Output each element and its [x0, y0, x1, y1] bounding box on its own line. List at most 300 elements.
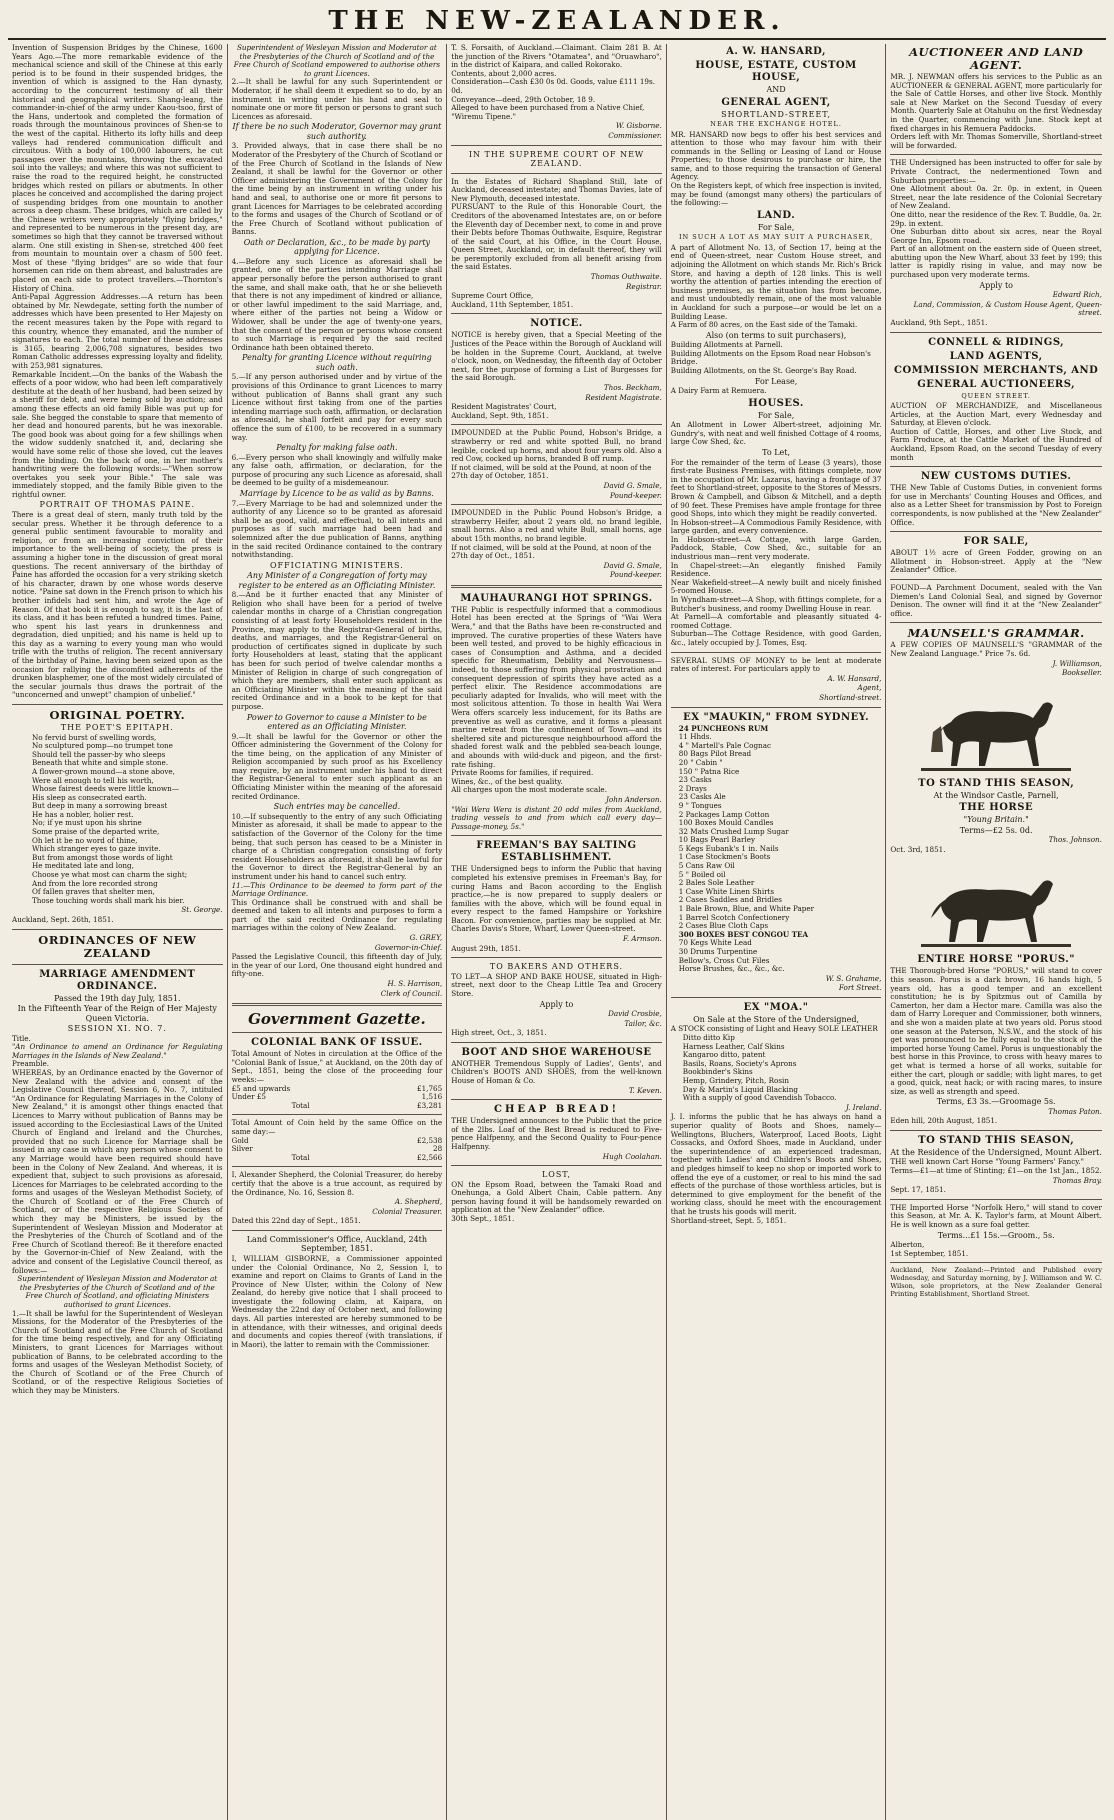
pound-notice-2: IMPOUNDED in the Public Pound Hobson's Bridge, a strawberry Heifer, about 2 years old, no brand legible, small horns. Also a red and white Bull, small horns, age about 15th months, no brand legible.: [451, 508, 662, 543]
houses-wakefield: Near Wakefield-street—A newly built and nicely finished 5-roomed House.: [670, 577, 882, 596]
stand2-signature: Thomas Bray.: [1052, 1175, 1102, 1185]
stand1-name: "Young Britain.": [963, 815, 1029, 825]
divider: [451, 957, 662, 958]
divider: [451, 145, 662, 146]
notice-signature: Thos. Beckham,: [603, 383, 662, 392]
divider: [890, 154, 1102, 155]
poem-title: THE POET'S EPITAPH.: [60, 723, 174, 733]
bread-heading: CHEAP BREAD!: [493, 1104, 619, 1116]
poem-line: No sculptured pomp—no trumpet tone: [32, 741, 173, 751]
hansard-location: NEAR THE EXCHANGE HOTEL.: [710, 120, 842, 128]
cargo-item: 32 Mats Crushed Lump Sugar: [678, 826, 789, 836]
divider: [890, 622, 1102, 623]
notice-office: Resident Magistrates' Court,: [451, 402, 557, 412]
clause-6: 6.—Every person who shall knowingly and wilfully make any false oath, affirmation, or declaration, for the purpose of procuring any such Licence as aforesaid, shall be deemed to be guilty of a misdemeanour.: [231, 452, 443, 488]
divider: [232, 1114, 443, 1115]
clause-11-body: This Ordinance shall be construed with and shall be deemed and taken to all intents and purposes to form a part of the said recited Ordinance for regulating marriages within the colony of New Zealand.: [231, 897, 443, 933]
poem-line: Of fallen graves that shelter men,: [32, 887, 155, 897]
coin-total: Total £2,566: [291, 1152, 443, 1162]
poem-line: His sleep as consecrated earth.: [32, 792, 147, 802]
governor-signature: G. GREY,: [409, 933, 443, 943]
lease-heading: For Lease,: [754, 376, 798, 386]
grammar-heading: MAUNSELL'S GRAMMAR.: [907, 626, 1085, 641]
cargo-item: 80 Bags Pilot Bread: [678, 749, 752, 759]
officiating-subheading: Any Minister of a Congregation of forty may register to be entered as an Officiating Minister.: [238, 571, 436, 590]
cargo-item: 5 " Boiled oil: [678, 869, 726, 879]
money-role: Agent,: [857, 683, 882, 693]
connell-subheading: GENERAL AUCTIONEERS,: [917, 378, 1076, 390]
cargo-item: 300 BOXES BEST CONGOU TEA: [678, 929, 809, 939]
customs-body: THE New Table of Customs Duties, in convenient forms for use in Merchants' Counting Houses and Offices, and also as a Letter Sheet for transmission by Post to Foreign correspondents, is now published at the "New Zealander" Office.: [890, 483, 1102, 527]
moa-list: [671, 1034, 882, 1103]
cargo-item: Bellow's, Cross Cut Files: [678, 955, 770, 965]
column-2: [228, 44, 448, 1820]
freeman-date: August 29th, 1851.: [451, 943, 521, 953]
maukin-signature: W. S. Grahame,: [825, 973, 882, 983]
hansard-registers: On the Registers kept, of which free inspection is invited, may be found (amongst many others) the particulars of the following:—: [670, 181, 882, 208]
estate-date: Auckland, 11th September, 1851.: [451, 299, 574, 309]
pound-signature-2: David G. Smale,: [603, 560, 662, 570]
houses-hobson: In Hobson-street—A Commodious Family Residence, with large garden, and every convenience.: [670, 517, 882, 536]
stand2-date: Sept. 17, 1851.: [890, 1185, 946, 1195]
notice-heading: NOTICE.: [530, 318, 583, 330]
cargo-item: 5 Cans Raw Oil: [678, 861, 735, 871]
stand3-place: Alberton,: [890, 1240, 925, 1250]
clerk-signature: H. S. Harrison,: [387, 979, 443, 989]
maukin-heading: EX "MAUKIN," FROM SYDNEY.: [683, 711, 870, 723]
stand2-body: THE well known Cart Horse "Young Farmers' Fancy.": [890, 1157, 1084, 1167]
moa-item: Ditto ditto Kip: [682, 1033, 735, 1043]
column-1: [8, 44, 228, 1820]
colonial-bank-heading: COLONIAL BANK OF ISSUE.: [251, 1037, 423, 1049]
hansard-subheading: HOUSE, ESTATE, CUSTOM HOUSE,: [695, 60, 857, 83]
poetry-heading: ORIGINAL POETRY.: [49, 708, 186, 723]
poem-line: A flower-grown mound—a stone above,: [32, 766, 175, 776]
superintendent-heading: Superintendent of Wesleyan Mission and Moderator at the Presbyteries of the Church of Scotland and of the Free Church of Scotland, and officiating Ministers authorised to grant Licences.: [17, 1274, 218, 1309]
paine-heading: PORTRAIT OF THOMAS PAINE.: [39, 500, 196, 510]
estate-role: Registrar.: [625, 281, 662, 291]
divider: [890, 466, 1102, 467]
clause-4: 4.—Before any such Licence as aforesaid shall be granted, one of the parties intending Marriage shall appear personally before the person authorised to grant the same, and shall make oath, that he or she believeth that there is not any impediment of kindred or alliance, or other lawful impediment to the said Marriage, and, where either of the parties not being a Widow or Widower, shall be under the age of twenty-one years, that the consent of the person or persons whose consent to such Marriage is required by the said recited Ordinance hath been obtained thereto.: [231, 256, 443, 352]
houses-parnell: At Parnell—A comfortable and pleasantly situated 4-roomed Cottage.: [670, 612, 882, 630]
notice-body: NOTICE is hereby given, that a Special Meeting of the Justices of the Peace within the Borough of Auckland will be holden in the Supreme Court, Auckland, at twelve o'clock, noon, on Wednesday, the fifteenth day of October next, for the purpose of forming a List of Burgesses for the said Borough.: [451, 330, 662, 383]
undersigned-date: Auckland, 9th Sept., 1851.: [890, 317, 988, 327]
porus-signature: Thomas Paton.: [1048, 1106, 1102, 1116]
poem-line: And from the lore recorded strong: [32, 878, 158, 888]
money-signature: A. W. Hansard,: [827, 673, 882, 683]
bridges-article: Invention of Suspension Bridges by the Chinese, 1600 Years Ago.—The more remarkable evidence of the mechanical science and skill of the Chinese at this early period is to be found in their suspended bridges, the invention of which is assigned to the Han dynasty, according to the concurrent testimony of all their historical and geographical writers. Shang-leang, the commander-in-chief of the army under Kaou-tsoo, first of the Hans, undertook and completed the formation of roads through the mountainous provinces of Shen-se to the west of the capital. Hitherto its lofty hills and deep valleys had rendered communication difficult and circuitous. With a body of 100,000 labourers, he cut passages over the mountains, throwing the excavated soil into the valleys; and where this was not sufficient to raise the road to the required height, he constructed bridges which rested on pillars or abutments. In other places he conceived and accomplished the daring project of suspending bridges from one mountain to another across a deep chasm. These bridges, which are called by the Chinese writers very appropriately "flying bridges," and represented to be numerous in the present day, are sometimes so high that they cannot be traversed without alarm. One still existing in Shen-se, stretched 400 feet from mountain to mountain over a chasm of 500 feet. Most of these "flying bridges" are so wide that four horsemen can ride on them abreast, and balustrades are placed on each side to protect travellers.—Thornton's History of China.: [12, 44, 223, 293]
poem-line: No; if ye must upon his shrine: [32, 818, 142, 828]
claim-signature: W. Gisborne.: [615, 121, 662, 131]
valid-heading: Marriage by Licence to be as valid as by Banns.: [239, 489, 434, 499]
divider: [12, 929, 223, 930]
stand2-place: At the Residence of the Undersigned, Mount Albert.: [890, 1147, 1102, 1157]
passed-council: Passed the Legislative Council, this fifteenth day of July, in the year of our Lord, One thousand eight hundred and fifty-one.: [231, 952, 443, 979]
stand2-terms: Terms—£1—at time of Stinting; £1—on the 1st Jan., 1852.: [890, 1166, 1102, 1176]
connell-subheading: COMMISSION MERCHANTS, AND: [893, 364, 1099, 376]
divider: [890, 579, 1102, 580]
bank-body: Total Amount of Notes in circulation at the Office of the "Colonial Bank of Issue," at Auckland, on the 20th day of Sept., 1851, being the close of the proceeding four weeks:—: [231, 1049, 443, 1084]
land-epsom: Building Allotments on the Epsom Road near Hobson's Bridge.: [670, 348, 871, 367]
undersigned-role: Land, Commission, & Custom House Agent, Queen-street.: [913, 299, 1102, 318]
notes-row: Under £5 1,516: [231, 1092, 443, 1102]
clause-2: 2.—It shall be lawful for any such Superintendent or Moderator, if he shall deem it expedient so to do, by an instrument in writing under his hand and seal to nominate one or more fit person or persons to grant such Licences as aforesaid.: [231, 77, 443, 121]
papal-article: Anti-Papal Aggression Addresses.—A return has been obtained by Mr. Newdegate, setting forth the number of addresses which have been presented to Her Majesty on the recent measures taken by the Pope with regard to this country, whence they emanated, and the number of signatures to each. The total number of these addresses is 3165, bearing 2,006,708 signatures, besides two Roman Catholic addresses expressing loyalty and fidelity, with 253,981 signatures.: [12, 292, 223, 370]
notes-row: £5 and upwards £1,765: [231, 1083, 443, 1093]
grammar-signature: J. Williamson,: [1052, 658, 1102, 668]
stand3-body: THE Imported Horse "Norfolk Hero," will stand to cover this Season, at Mr. A. K. Taylor's farm, at Mount Albert. He is well known as a sure foal getter.: [890, 1202, 1102, 1230]
poem-line: Choose ye what most can charm the sight;: [32, 870, 188, 880]
undersigned-item: One Allotment about 0a. 2r. 0p. in extent, in Queen Street, near the late residence of the Colonial Secretary of New Zealand.: [890, 184, 1102, 211]
poem-line: He meditated late and long,: [32, 861, 134, 871]
stand1-heading: TO STAND THIS SEASON,: [918, 777, 1075, 789]
power-heading: Power to Governor to cause a Minister to be entered as an Officiating Minister.: [246, 712, 427, 731]
clause-8: 8.—And be it further enacted that any Minister of Religion who shall have been for a period of twelve calendar months in charge of a Christian congregation consisting of at least forty Householders resident in the Province, may apply to the Registrar-General of births, deaths, and marriages, and the Registrar-General on production of certificates signed in duplicate by such forty Householders at least, stating that the applicant has been for such period of twelve calendar months a Minister of Religion in charge of such congregation of which they are members, shall enter such applicant as an Officiating Minister within the meaning of the said recited Ordinance and in a book to be kept for that purpose.: [231, 590, 443, 711]
claim-conveyance: Conveyance—deed, 29th October, 18 9.: [451, 94, 596, 104]
poem-lines: [12, 734, 223, 906]
divider: [890, 531, 1102, 532]
poem-line: But deep in many a sorrowing breast: [32, 801, 168, 811]
cargo-item: 100 Boxes Mould Candles: [678, 818, 774, 828]
land-office: Land Commissioner's Office, Auckland, 24th September, 1851.: [246, 1234, 428, 1254]
land-farm: A Farm of 80 acres, on the East side of the Tamaki.: [670, 320, 858, 330]
divider: [451, 835, 662, 836]
estate-body: PURSUANT to the Rule of this Honorable Court, the Creditors of the abovenamed Intestates are, on or before the Eleventh day of December next, to come in and prove their Debts before Thomas Outhwaite, Esquire, Registrar of the said Court, at his Office, in the Court House, Queen Street, Auckland, or, in default thereof, they will be peremptorily excluded from all benefit arising from the said Estates.: [451, 202, 662, 272]
preamble-label: Preamble.: [12, 1059, 50, 1069]
false-oath-heading: Penalty for making false oath.: [276, 443, 398, 453]
marriage-heading: MARRIAGE AMENDMENT ORDINANCE.: [39, 968, 196, 992]
poem-line: Those touching words shall mark his bier.: [32, 895, 185, 905]
newman-orders: Orders left with Mr. Thomas Somerville, Shortland-street will be forwarded.: [890, 132, 1102, 150]
notice-date: Auckland, Sept. 9th, 1851.: [451, 410, 549, 420]
pound-sale-1: If not claimed, will be sold at the Pound, at noon of the 27th day of October, 1851.: [451, 462, 652, 481]
bakers-body: TO LET—A SHOP AND BAKE HOUSE, situated in High-street, next door to the Cheap Little Tea and Grocery Store.: [451, 971, 662, 998]
horse-woodcut-icon: [921, 682, 1071, 774]
shepherd-date: Dated this 22nd day of Sept., 1851.: [231, 1216, 361, 1226]
moa-item: Harness Leather, Calf Skins: [682, 1041, 785, 1051]
springs-charges: All charges upon the most moderate scale.: [451, 785, 607, 795]
boot-heading: BOOT AND SHOE WAREHOUSE: [461, 1046, 652, 1058]
auction-heading: AUCTIONEER AND LAND AGENT.: [909, 45, 1084, 72]
houses-heading: HOUSES.: [748, 397, 804, 409]
land-lot: IN SUCH A LOT AS MAY SUIT A PURCHASER,: [678, 233, 874, 242]
hansard-street: SHORTLAND-STREET,: [721, 109, 831, 119]
estate-office: Supreme Court Office,: [451, 291, 534, 301]
cargo-item: 1 Case Stockmen's Boots: [678, 852, 771, 862]
gisborne-notice: I, WILLIAM GISBORNE, a Commissioner appointed under the Colonial Ordinance, No 2, Session I, to examine and report on Claims to Grants of Land in the Province of New Ulster, within the Colony of New Zealand, do hereby give notice that I shall proceed to investigate the following claim, at Kaipara, on Wednesday the 22nd day of October next, and following days. All parties interested are hereby summoned to be in attendance, with their witnesses, and original deeds and documents and copies thereof (with translations, if in Maori), the latter to remain with the Commissioner.: [231, 1253, 443, 1349]
houses-lease: For the remainder of the term of Lease (3 years), those first-rate Business Premises, with fittings complete, now in the occupation of Mr. Lazarus, having a frontage of 37 feet to Shortland-street, opposite to the Stores of Messrs. Brown & Campbell, and Gibson & Mitchell, and a depth of 90 feet. These Premises have ample frontage for three good Shops, into which they might be readily converted.: [670, 457, 882, 519]
divider: [451, 1042, 662, 1043]
stand1-signature: Thos. Johnson.: [1048, 835, 1102, 845]
column-4: [667, 44, 887, 1820]
column-5: [886, 44, 1106, 1820]
claim-body: T. S. Forsaith, of Auckland.—Claimant. Claim 281 B. At the junction of the Rivers "Otamatea", and "Oruawharo", in the district of Kaipara, and called Rokorako.: [451, 44, 662, 70]
connell-heading: CONNELL & RIDINGS,: [928, 336, 1065, 348]
columns: [8, 44, 1106, 1820]
poem-line: Were all enough to tell his worth,: [32, 775, 154, 785]
poem-line: But from amongst those words of light: [32, 852, 173, 862]
court-heading: IN THE SUPREME COURT OF NEW ZEALAND.: [468, 149, 645, 169]
shepherd-signature: A. Shepherd,: [394, 1197, 443, 1207]
forsale-heading: FOR SALE,: [963, 536, 1029, 548]
divider: [232, 1003, 443, 1006]
divider: [232, 1032, 443, 1033]
moa-heading: EX "MOA.": [743, 1001, 809, 1013]
moa-subheading: On Sale at the Store of the Undersigned,: [693, 1014, 860, 1024]
springs-note: "Wai Wera Wera is distant 20 odd miles from Auckland, trading vessels to and from which call every day—Passage-money, 5s.": [451, 804, 662, 831]
clause-3: 3. Provided always, that in case there shall be no Moderator of the Presbytery of the Church of Scotland or of the Free Church of Scotland in the Islands of New Zealand, it shall be lawful for the Governor or other Officer administering the Government of the Colony for the time being by an instrument in writing under his hand and seal, to authorise one or more fit persons to grant Licences for Marriages to be celebrated according to the forms and usages of the Church of Scotland or of the Free Church of Scotland without publication of Banns.: [231, 141, 443, 237]
stand1-date: Oct. 3rd, 1851.: [890, 844, 946, 854]
cargo-item: 2 Drays: [678, 783, 707, 793]
bread-signature: Hugh Coolahan.: [602, 1151, 662, 1161]
divider: [890, 1130, 1102, 1131]
title-body: "An Ordinance to amend an Ordinance for Regulating Marriages in the Islands of New Zealand.": [12, 1042, 223, 1060]
maukin-role: Fort Street.: [838, 983, 882, 993]
divider: [451, 313, 662, 314]
undersigned-body: THE Undersigned has been instructed to offer for sale by Private Contract, the nedermentioned Town and Suburban properties:—: [890, 158, 1102, 185]
divider: [232, 1230, 443, 1231]
cargo-item: 5 Kegs Eubank's 1 in. Nails: [678, 843, 779, 853]
horse-woodcut-icon: [921, 858, 1071, 950]
lost-body: ON the Epsom Road, between the Tamaki Road and Onehunga, a Gold Albert Chain, Cable pattern. Any person having found it will be handsomely rewarded on application at the "New Zealander" office.: [451, 1179, 662, 1215]
boot-signature: T. Keven.: [628, 1085, 662, 1095]
cargo-item: 2 Bales Sole Leather: [678, 878, 755, 888]
divider: [890, 1262, 1102, 1263]
springs-signature: John Anderson.: [605, 794, 662, 804]
poem-line: He has a nobler, holier rest.: [32, 809, 134, 819]
divider: [451, 585, 662, 588]
shepherd-role: Colonial Treasurer.: [372, 1206, 443, 1216]
divider: [451, 1099, 662, 1100]
money-street: Shortland-street.: [819, 692, 882, 702]
houses-chapel: In Chapel-street:—An elegantly finished Family Residence.: [670, 560, 882, 579]
clerk-role: Clerk of Council.: [380, 988, 443, 998]
gazette-heading: Government Gazette.: [248, 1010, 426, 1029]
divider: [232, 1166, 443, 1167]
notes-total: Total £3,281: [291, 1100, 443, 1110]
reign-line: In the Fifteenth Year of the Reign of Her Majesty Queen Victoria.: [17, 1004, 217, 1023]
column-3: [447, 44, 667, 1820]
coin-body: Total Amount of Coin held by the same Office on the same day:—: [231, 1118, 443, 1136]
poem-line: Should tell the passer-by who sleeps: [32, 749, 166, 759]
clause-9: 9.—It shall be lawful for the Governor or other the Officer administering the Government of the Colony for the time being, on the application of any Minister of Religion accompanied by such proof as his Excellency may require, by an instrument under his hand to direct the Registrar-General to enter such applicant as an Officiating Minister within the meaning of the aforesaid recited Ordinance.: [231, 731, 443, 801]
cargo-item: 70 Kegs White Lead: [678, 938, 752, 948]
lost-heading: LOST,: [541, 1170, 572, 1180]
hansard-and: AND: [766, 85, 786, 94]
porus-terms: Terms, £3 3s.—Groomage 5s.: [936, 1097, 1056, 1107]
cargo-item: 20 " Cabin ": [678, 757, 723, 767]
newman-body: MR. J. NEWMAN offers his services to the Public as an AUCTIONEER & GENERAL AGENT, more particularly for the Sale of Cattle Horses, and other live Stock. Monthly sale at New Market on the Second Tuesday of every Month. Quarterly Sale at Otahuhu on the first Wednesday in the Quarter, commencing with June. Stock kept at fixed charges in his Remuera Paddocks.: [890, 72, 1102, 133]
cargo-item: 2 Packages Lamp Cotton: [678, 809, 770, 819]
cargo-item: 23 Casks Ale: [678, 792, 726, 802]
paine-article: There is a great deal of stern, manly truth told by the secular press. Whether it be through deference to a general public sentiment favourable to morality and religion, or from an increasing conviction of their importance to the well-being of society, the press is assuming a higher tone in the discussion of great moral questions. The recent anniversary of the birthday of Paine has afforded the occasion for a very striking sketch of his character, drawn by one whose words deserve notice. "Paine sat down in the French prison to which his brother infidels had sent him, and wrote the Age of Reason. Of that book it is enough to say, it is the last of its class, and it has been refuted a hundred times. Paine, who spent his last years in drunkenness and degradation, died unpitied; and his name is held up to this day as a warning to every young man who would trifle with the truths of religion. The recent anniversary of the birthday of Paine, having been seized upon as the occasion for rallying the discomfited adherents of the drunken blasphemer, one of the most widely circulated of the secular journals thus draws the portrait of the "unconcerned and unwept" champion of unbelief.": [12, 509, 223, 700]
stand1-terms: Terms—£2 5s. 0d.: [959, 825, 1033, 835]
poem-signature: St. George.: [181, 905, 223, 915]
houses-wyndham: In Wyndham-street—A Shop, with fittings complete, for a Butcher's business, and roomy Dwelling House in rear.: [670, 595, 882, 613]
undersigned-apply: Apply to: [979, 280, 1013, 290]
undersigned-item: One Suburban ditto about six acres, near the Royal George Inn, Epsom road.: [890, 227, 1102, 245]
grammar-role: Bookseller.: [1061, 668, 1102, 678]
ordinances-heading: ORDINANCES OF NEW ZEALAND: [38, 932, 197, 960]
title-label: Title.: [12, 1033, 31, 1043]
freeman-heading: FREEMAN'S BAY SALTING ESTABLISHMENT.: [476, 840, 637, 864]
pound-signature-1: David G. Smale,: [603, 480, 662, 490]
porus-date: Eden hill, 20th August, 1851.: [890, 1116, 998, 1126]
cargo-item: 150 " Patna Rice: [678, 766, 740, 776]
springs-body: THE Public is respectfully informed that a commodious Hotel has been erected at the Springs of "Wai Wera Wera," and that the Baths have been re-constructed and improved. The curative properties of these Waters have been well tested, and proved to be highly efficacious in cases of Consumption and Asthma, and a decided specific for Rheumatism, Debility and Nervousness—indeed, to those suffering from physical prostration and consequent depression of spirits they have acted as a perfect elixir. The Residence accommodations are peculiarly adapted for Invalids, who will meet with the most solicitous attention. To those in health Wai Wera Wera offers scarcely less inducement, for its Baths are preventive as well as curative, and it forms a pleasant marine retreat from the confinement of Town—and its sheltered site and picturesque neighbourhood afford the shaded forest walk and the pebbled sea-beach lounge, and abounds with wild-duck and pigeon, and the first-rate fishing.: [451, 604, 662, 769]
divider: [890, 332, 1102, 333]
claim-alleged: Alleged to have been purchased from a Native Chief, "Wiremu Tipene.": [451, 103, 645, 121]
cargo-item: 1 Case White Linen Shirts: [678, 886, 775, 896]
cargo-item: 1 Barrel Scotch Confectionery: [678, 912, 790, 922]
houses-for-sale: For Sale,: [757, 410, 795, 420]
notice-role: Resident Magistrate.: [585, 392, 662, 402]
land-stgeorge: Building Allotments, on the St. George's Bay Road.: [670, 366, 857, 376]
houses-to-let: To Let,: [762, 448, 791, 458]
moa-date: Shortland-street, Sept. 5, 1851.: [670, 1215, 787, 1225]
land-body: A part of Allotment No. 13, of Section 17, being at the end of Queen-street, near Custom House street, and adjoining the Allotment on which stands Mr. Rich's Brick Store, and having a depth of 128 links. This is well worthy the attention of parties intending the erection of business premises, as the situation has from become, and must undoubtedly remain, one of the most valuable in Auckland for such a purpose—or would be let on a Building Lease.: [670, 242, 882, 321]
houses-suburban: Suburban—The Cottage Residence, with good Garden, &c., lately occupied by J. Tomes, Esq.: [670, 629, 882, 647]
connell-body: AUCTION OF MERCHANDIZE, and Miscellaneous Articles, at the Auction Mart, every Wednesday and Saturday, at Eleven o'clock.: [890, 401, 1102, 428]
cargo-item: 23 Casks: [678, 775, 712, 785]
poem-line: Oh let it be no word of thine,: [32, 835, 138, 845]
stand1-place: At the Windsor Castle, Parnell,: [933, 790, 1059, 800]
oath-heading: Oath or Declaration, &c., to be made by party applying for Licence.: [243, 237, 431, 257]
officiating-heading: OFFICIATING MINISTERS.: [269, 560, 404, 570]
claim-contents: Contents, about 2,000 acres.: [451, 68, 557, 78]
stand1-horse: THE HORSE: [959, 802, 1034, 814]
springs-wines: Wines, &c., of the best quality.: [451, 776, 563, 786]
clause-7: 7.—Every Marriage to be had and solemnized under the authority of any Licence so to be granted as aforesaid shall be as good, valid, and effectual, to all intents and purposes as if such marriage had been had and solemnized after the due publication of Banns, anything in the said recited Ordinance contained to the contrary notwithstanding.: [231, 498, 443, 560]
divider: [451, 424, 662, 425]
clause-11: 11.—This Ordinance to be deemed to form part of the Marriage Ordinance.: [231, 880, 443, 899]
hansard-heading: A. W. HANSARD,: [726, 46, 826, 57]
masthead: THE NEW-ZEALANDER.: [8, 6, 1106, 40]
houses-hobson-cottage: In Hobson-street—A Cottage, with large Garden, Paddock, Stable, Cow Shed, &c., suitable for an industrious man—rent very moderate.: [670, 534, 882, 562]
undersigned-signature: Edward Rich,: [1052, 290, 1102, 300]
preamble-body: WHEREAS, by an Ordinance enacted by the Governor of New Zealand with the advice and consent of the Legislative Council thereof, Session 6, No. 7, intituled "An Ordinance for Regulating Marriages in the Colony of New Zealand," it is amongst other things enacted that Licences to Marry without publication of Banns may be issued according to the Ecclesiastical Laws of the United Church of England and Ireland and the Churches, provided that no such Licence for Marriage shall be issued in any case in which any person whose consent to any Marriage would have been required should have been in the Colony of New Zealand. And whereas, it is expedient that, subject to such provisions as aforesaid, Licences for Marriages to be celebrated according to the forms and usages of the Wesleyan Methodist Society, of the Church of Scotland or of the Free Church of Scotland, or of the respective Religious Societies of which they may be Ministers, be issued by the Superintendent of Wesleyan Mission and Moderator at the Presbyteries of the Church of Scotland and of the Free Church of Scotland thereof: Be it therefore enacted by the Governor-in-Chief of New Zealand, with the advice and consent of the Legislative Council thereof, as follows:—: [12, 1067, 223, 1275]
divider: [671, 652, 882, 653]
coin-row: Silver 28: [231, 1144, 443, 1154]
money-body: SEVERAL SUMS OF MONEY to be lent at moderate rates of interest. For particulars apply to: [670, 655, 882, 674]
poem-line: No fervid burst of swelling words,: [32, 732, 157, 742]
poem-place: Auckland, Sept. 26th, 1851.: [12, 915, 114, 924]
bakers-heading: TO BAKERS AND OTHERS.: [489, 962, 624, 972]
customs-heading: NEW CUSTOMS DUTIES.: [921, 471, 1072, 483]
moa-item: Day & Martin's Liquid Blacking: [682, 1084, 798, 1094]
moa-signature: J. Ireland.: [845, 1102, 882, 1112]
cargo-item: 24 PUNCHEONS RUM: [678, 723, 769, 733]
cargo-item: Horse Brushes, &c., &c., &c.: [678, 964, 785, 974]
land-for-sale: For Sale,: [757, 222, 795, 232]
penalty-heading: Penalty for granting Licence without requiring such oath.: [242, 353, 432, 372]
cancelled-heading: Such entries may be cancelled.: [273, 802, 401, 812]
pound-sale-2: If not claimed, will be sold at the Pound, at noon of the 27th day of Oct., 1851.: [451, 542, 652, 561]
pound-role-1: Pound-keeper.: [609, 490, 662, 500]
moa-item: Hemp, Grindery, Pitch, Rosin: [682, 1076, 789, 1086]
shepherd-certificate: I, Alexander Shepherd, the Colonial Treasurer, do hereby certify that the above is a true account, as required by the Ordinance, No. 16, Session 8.: [231, 1170, 443, 1197]
cargo-item: 30 Drums Turpentine: [678, 947, 758, 956]
clause-10: 10.—If subsequently to the entry of any such Officiating Minister as aforesaid, it shall be made to appear to the satisfaction of the Governor of the Colony for the time being, that such person has ceased to be a Minister in charge of a Christian congregation consisting of forty resident Householders as aforesaid, it shall be lawful for the Governor to direct the Registrar-General by an instrument under his hand to cancel such entry.: [231, 811, 443, 881]
connell-street: QUEEN STREET.: [961, 391, 1031, 400]
divider: [451, 1165, 662, 1166]
porus-body: THE Thorough-bred Horse "PORUS," will stand to cover this season. Porus is a dark brown, 16 hands high, 5 years old, has a good temper and an excellent constitution; he is by Spitzmus out of Camilla by Camerton, her dam a Hector mare. Camilla was also the dam of Harry Lorequer and Commissioner, both winners, and she won a maiden plate at two years old. Porus stood one season at the Paterson, N.S.W., and the stock of his get was pronounced to be fully equal to the stock of the imported horse Young Camel. Porus is unquestionably the best horse in this Province, to cross with heavy mares to get what is termed a horse of all works, suitable for either the cart, plough or saddle; with light mares, to get a good, quick, neat hack; or with racing mares, to insure size, as well as strength and speed.: [890, 966, 1102, 1096]
claim-role: Commissioner.: [608, 130, 662, 140]
poem-line: Which stranger eyes to gaze invite.: [32, 844, 161, 854]
cargo-item: 2 Cases Blue Cloth Caps: [678, 921, 769, 931]
maukin-cargo-list: [671, 725, 882, 974]
cargo-item: 2 Cases Saddles and Bridles: [678, 895, 782, 905]
cargo-item: 9 " Tongues: [678, 800, 722, 810]
springs-heading: MAUHAURANGI HOT SPRINGS.: [460, 592, 653, 604]
cargo-item: 11 Hhds.: [678, 732, 712, 742]
remarkable-article: Remarkable Incident.—On the banks of the Wabash the effects of a poor widow, who had been left comparatively destitute at the death of her husband, had been seized by a sheriff for debt, and were being sold by auction; and among these effects an old family Bible was put up for sale. She begged the constable to spare that memento of her dead and honoured parents, but he was inexorable. The good book was about going for a few shillings when the widow suddenly snatched it, and, declaring she would have some relic of those she loved, cut the leaves from the binding. On the back of one, in her mother's handwriting were the following words:—"When sorrow overtakes you seek your Bible." The sale was immediately stopped, and the family Bible given to the rightful owner.: [12, 369, 223, 499]
undersigned-item: Part of an allotment on the eastern side of Queen street, abutting upon the New Wharf, about 33 feet by 199; this latter is rapidly rising in value, and may now be purchased upon very moderate terms.: [890, 244, 1102, 280]
freeman-signature: F. Armson.: [622, 934, 662, 944]
grammar-body: A FEW COPIES OF MAUNSELL'S "GRAMMAR of the New Zealand Language." Price 7s. 6d.: [890, 640, 1102, 658]
governor-role: Governor-in-Chief.: [374, 942, 443, 952]
houses-albert: An Allotment in Lower Albert-street, adjoining Mr. Gundry's, with neat and well finished Cottage of 4 rooms, large Cow Shed, &c.: [670, 420, 882, 447]
moa-item: Bookbinder's Skins: [682, 1067, 753, 1077]
bakers-apply: Apply to: [539, 999, 574, 1009]
bread-body: THE Undersigned announces to the Public that the price of the 2lbs. Loaf of the Best Bread is reduced to Five-pence Halfpenny, and the Second Quality to Four-pence Halfpenny.: [451, 1116, 662, 1151]
porus-heading: ENTIRE HORSE "PORUS.": [917, 954, 1075, 966]
boot-body: ANOTHER Tremendous Supply of Ladies', Gents', and Children's BOOTS AND SHOES, from the well-known House of Homan & Co.: [451, 1058, 662, 1085]
if-no-moderator: If there be no such Moderator, Governor may grant such authority.: [232, 122, 442, 141]
lost-date: 30th Sept., 1851.: [451, 1214, 515, 1224]
pound-notice-1: IMPOUNDED at the Public Pound, Hobson's Bridge, a strawberry or red and white spotted Bull, no brand legible, cocked up horns, and about four years old. Also a red Cow, cocked up horns, branded B off rump.: [451, 428, 662, 464]
moa-note: J. I. informs the public that he has always on hand a superior quality of Boots and Shoes, namely—Wellingtons, Bluchers, Waterproof, Laced Boots, Light Cossacks, and Oxford Shoes, made in Auckland, under the superintendence of an experienced tradesman, together with Ladies' and Children's Boots and Shoes, and pledges himself to keep no shop or imported work to offend the eye of a customer, or real to his mind the sad effects of the purchase of those worthless articles, but is determined to give employment for the benefit of the working class, should he meet with the encouragement that he trusts his goods will merit.: [670, 1112, 882, 1216]
divider: [12, 964, 223, 965]
estate-heading: In the Estates of Richard Shapland Still, late of Auckland, deceased intestate; and Thomas Davies, late of New Plymouth, deceased intestate.: [451, 176, 662, 203]
bakers-signature: David Crosbie,: [608, 1009, 662, 1019]
bakers-role: Tailor, &c.: [624, 1018, 662, 1028]
divider: [451, 173, 662, 174]
land-heading: LAND.: [756, 209, 796, 221]
superintendent-heading: Superintendent of Wesleyan Mission and Moderator at the Presbyteries of the Church of Scotland and of the Free Church of Scotland empowered to authorise others to grant Licences.: [233, 44, 441, 78]
pound-role-2: Pound-keeper.: [609, 570, 662, 580]
found-body: FOUND—A Parchment Document, sealed with the Van Diemen's Land Colonial Seal, and signed by Governor Denison. The owner will find it at the "New Zealander" office.: [890, 582, 1102, 618]
divider: [451, 504, 662, 505]
land-parnell: Building Allotments at Parnell.: [670, 340, 783, 350]
land-also: Also (on terms to suit purchasers),: [705, 330, 847, 340]
moa-body: A STOCK consisting of Light and Heavy SOLE LEATHER: [670, 1024, 878, 1034]
cargo-item: 4 " Martell's Pale Cognac: [678, 740, 772, 750]
divider: [12, 704, 223, 705]
estate-signature: Thomas Outhwaite.: [590, 272, 662, 282]
coin-row: Gold £2,538: [231, 1135, 443, 1145]
forsale-body: ABOUT 1½ acre of Green Fodder, growing on an Allotment in Hobson-street. Apply at the "New Zealander" Office.: [890, 548, 1102, 575]
stand2-heading: TO STAND THIS SEASON,: [918, 1134, 1075, 1146]
poem-line: Whose fairest deeds were little known—: [32, 784, 179, 794]
stand3-terms: Terms...£1 15s.—Groom., 5s.: [937, 1230, 1055, 1240]
hansard-body: MR. HANSARD now begs to offer his best services and attention to those who may favour him with their commands in the Selling or Leasing of Land or House Properties; to those desirous to purchase or hire, the same, and to those requiring the transaction of General Agency.: [670, 129, 882, 182]
cargo-item: 1 Bale Brown, Blue, and White Paper: [678, 904, 815, 914]
divider: [671, 707, 882, 708]
divider: [671, 997, 882, 998]
poem-line: Some praise of the departed write,: [32, 827, 160, 837]
freeman-body: THE Undersigned begs to inform the Public that having completed his extensive premises in Freeman's Bay, for curing Hams and Bacon according to the English practice,—he is now prepared to supply dealers or families with the above, which will be found equal in every respect to the famed Hampshire or Yorkshire Bacon. For convenience, parties may be supplied at Mr. Charles Davis's Store, Wharf, Lower Queen-street.: [451, 864, 662, 934]
moa-item: With a supply of good Cavendish Tobacco.: [682, 1093, 837, 1103]
cargo-item: 10 Bags Pearl Barley: [678, 835, 756, 845]
stand3-date: 1st September, 1851.: [890, 1248, 969, 1258]
session-line: SESSION XI. NO. 7.: [67, 1024, 167, 1034]
imprint: Auckland, New Zealand:—Printed and Published every Wednesday, and Saturday morning, by J. Williamson and W. C. Wilson, sole proprietors, at the New Zealander General Printing Establishment, Shortland Street.: [890, 1266, 1102, 1298]
poem-line: Beneath that white and simple stone.: [32, 758, 169, 768]
connell-cattle: Auction of Cattle, Horses, and other Live Stock, and Farm Produce, at the Cattle Market of the Hundred of Auckland, Epsom Road, on the second Tuesday of every month: [890, 426, 1102, 462]
passed-date: Passed the 19th day July, 1851.: [54, 993, 181, 1003]
divider: [890, 1199, 1102, 1200]
